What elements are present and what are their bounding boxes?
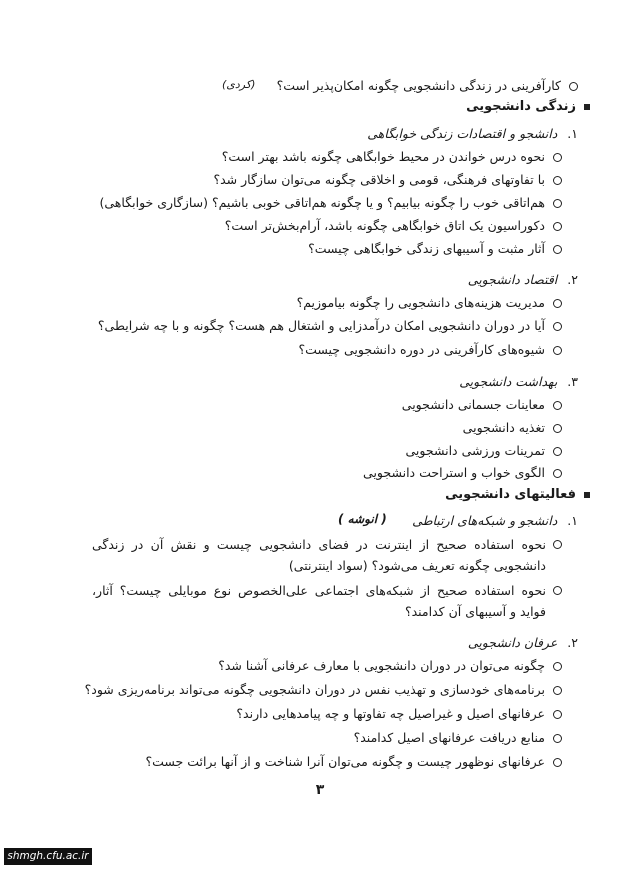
list-item: آثار مثبت و آسیبهای زندگی خوابگاهی چیست؟: [110, 239, 562, 259]
list-item: آیا در دوران دانشجویی امکان درآمدزایی و اشتغال هم هست؟ چگونه و با چه شرایطی؟: [110, 316, 562, 336]
list-item: چگونه می‌توان در دوران دانشجویی با معارف عرفانی آشنا شد؟: [110, 656, 562, 676]
list-item: عرفانهای اصیل و غیراصیل چه تفاوتها و چه پیامدهایی دارند؟: [110, 704, 562, 724]
list-item: دکوراسیون یک اتاق خوابگاهی چگونه باشد، آرام‌بخش‌تر است؟: [110, 216, 562, 236]
section-title: زندگی دانشجویی: [110, 97, 590, 117]
circle-bullet-icon: [553, 540, 562, 549]
circle-bullet-icon: [553, 586, 562, 595]
handwritten-note: ( انوشه ): [338, 512, 387, 526]
circle-bullet-icon: [553, 153, 562, 162]
list-item: نحوه استفاده صحیح از اینترنت در فضای دانشجویی چیست و نقش آن در زندگی دانشجویی چگونه تعریف می‌شود؟ (سواد اینترنتی): [92, 534, 546, 576]
circle-bullet-icon: [553, 662, 562, 671]
list-item: هم‌اتاقی خوب را چگونه بیابیم؟ و یا چگونه هم‌اتاقی خوبی باشیم؟ (سازگاری خوابگاهی): [110, 193, 562, 213]
list-item: تمرینات ورزشی دانشجویی: [110, 441, 562, 461]
circle-bullet-icon: [553, 710, 562, 719]
circle-bullet-icon: [553, 758, 562, 767]
circle-bullet-icon: [569, 82, 578, 91]
square-bullet-icon: [584, 492, 590, 498]
section-title: فعالیتهای دانشجویی: [110, 485, 590, 505]
list-item: معاینات جسمانی دانشجویی: [110, 395, 562, 415]
list-item: الگوی خواب و استراحت دانشجویی: [110, 463, 562, 483]
list-item: تغذیه دانشجویی: [110, 418, 562, 438]
subsection-title: ۳.بهداشت دانشجویی: [459, 374, 578, 389]
circle-bullet-icon: [553, 424, 562, 433]
circle-bullet-icon: [553, 199, 562, 208]
circle-bullet-icon: [553, 176, 562, 185]
circle-bullet-icon: [553, 222, 562, 231]
list-item: شیوه‌های کارآفرینی در دوره دانشجویی چیست؟: [110, 340, 562, 360]
page-number: ۳: [315, 782, 325, 798]
circle-bullet-icon: [553, 299, 562, 308]
circle-bullet-icon: [553, 245, 562, 254]
source-watermark: shmgh.cfu.ac.ir: [4, 848, 92, 865]
circle-bullet-icon: [553, 322, 562, 331]
subsection-title: ۲.عرفان دانشجویی: [467, 635, 578, 650]
list-item: منابع دریافت عرفانهای اصیل کدامند؟: [110, 728, 562, 748]
list-item: عرفانهای نوظهور چیست و چگونه می‌توان آنرا شناخت و از آنها برائت جست؟: [110, 752, 562, 772]
subsection-title: ۲.اقتصاد دانشجویی: [467, 272, 578, 287]
list-item: نحوه استفاده صحیح از شبکه‌های اجتماعی علی‌الخصوص نوع موبایلی چیست؟ آثار، فواید و آسیبهای آن کدامند؟: [92, 580, 546, 622]
circle-bullet-icon: [553, 686, 562, 695]
square-bullet-icon: [584, 104, 590, 110]
circle-bullet-icon: [553, 469, 562, 478]
list-item: مدیریت هزینه‌های دانشجویی را چگونه بیاموزیم؟: [110, 293, 562, 313]
circle-bullet-icon: [553, 447, 562, 456]
list-item: کارآفرینی در زندگی دانشجویی چگونه امکان‌پذیر است؟: [110, 76, 578, 96]
handwritten-note: (کردی): [222, 78, 256, 91]
list-item: با تفاوتهای فرهنگی، قومی و اخلاقی چگونه می‌توان سازگار شد؟: [110, 170, 562, 190]
list-item: نحوه درس خواندن در محیط خوابگاهی چگونه باشد بهتر است؟: [110, 147, 562, 167]
circle-bullet-icon: [553, 734, 562, 743]
circle-bullet-icon: [553, 346, 562, 355]
subsection-title: ۱.دانشجو و اقتصادات زندگی خوابگاهی: [367, 126, 578, 141]
list-item: برنامه‌های خودسازی و تهذیب نفس در دوران دانشجویی چگونه می‌تواند برنامه‌ریزی شود؟: [110, 680, 562, 700]
subsection-title: ۱.دانشجو و شبکه‌های ارتباطی: [412, 513, 578, 528]
circle-bullet-icon: [553, 401, 562, 410]
